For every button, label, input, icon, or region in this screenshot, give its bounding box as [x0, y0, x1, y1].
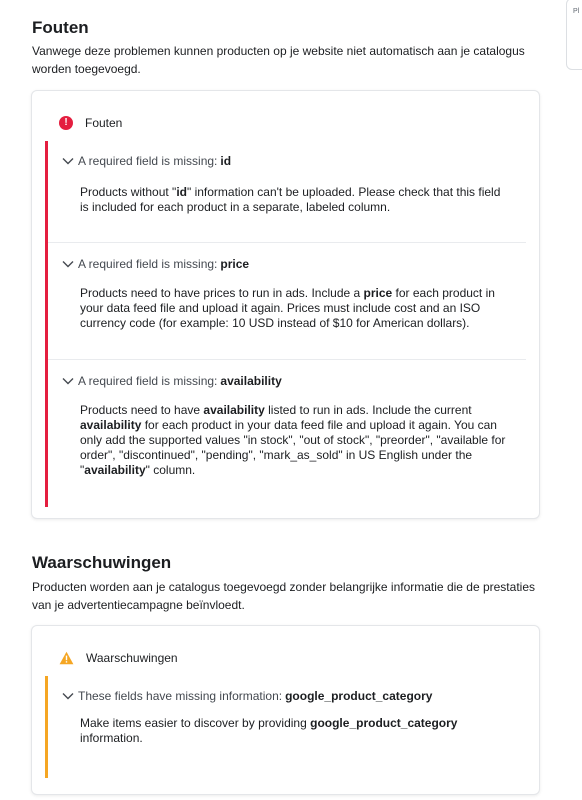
issue-item-google-product-category — [48, 676, 526, 778]
side-panel-label: Pl — [573, 8, 580, 15]
chevron-down-icon — [62, 377, 74, 385]
chevron-down-icon — [62, 692, 74, 700]
issue-item-id — [48, 141, 526, 243]
warnings-section-description: Producten worden aan je catalogus toegevoegd zonder belangrijke informatie die de prestaties van je advertentiecampagne beïnvloedt. — [32, 580, 535, 612]
issue-description-id: Products without "id" information can't be uploaded. Please check that this field is included for each product in a separate, labeled column. — [80, 185, 501, 214]
warning-icon — [59, 651, 74, 665]
issue-toggle-google-product-category[interactable]: These fields have missing information: google_product_category — [62, 689, 432, 703]
issue-description-google-product-category: Make items easier to discover by providing google_product_category information. — [80, 716, 458, 745]
side-panel-partial — [566, 0, 582, 70]
issue-description-availability: Products need to have availability listed to run in ads. Include the current availability for each product in your data feed file and upload it again. You can only add the supported values "in stock", "out of stock", "preorder", "available for order", "discontinued", "pending", "mark_as_sold" in US English under the "availability" column. — [80, 403, 506, 477]
issue-toggle-id[interactable]: A required field is missing: id — [62, 154, 231, 168]
issue-description-price: Products need to have prices to run in ads. Include a price for each product in your data feed file and upload it again. Prices must include cost and an ISO currency code (for example: 10 USD instead of $10 for American dollars). — [80, 286, 495, 330]
errors-card-header — [59, 115, 122, 131]
warnings-issue-list — [48, 676, 526, 778]
errors-card — [31, 90, 540, 519]
issue-toggle-price[interactable]: A required field is missing: price — [62, 257, 249, 271]
errors-issue-list — [48, 141, 526, 507]
chevron-down-icon — [62, 260, 74, 268]
warnings-card-header — [59, 650, 178, 666]
issue-toggle-availability[interactable]: A required field is missing: availability — [62, 374, 282, 388]
errors-section-description: Vanwege deze problemen kunnen producten op je website niet automatisch aan je catalogus worden toegevoegd. — [32, 44, 525, 76]
errors-section-title: Fouten — [32, 18, 89, 37]
issue-item-availability — [48, 360, 526, 507]
errors-card-label: Fouten — [85, 116, 123, 130]
warnings-card — [31, 625, 540, 795]
chevron-down-icon — [62, 157, 74, 165]
warnings-section-title: Waarschuwingen — [32, 553, 172, 572]
issue-item-price — [48, 243, 526, 360]
error-icon: ! — [59, 116, 73, 130]
warnings-card-label: Waarschuwingen — [86, 651, 178, 665]
